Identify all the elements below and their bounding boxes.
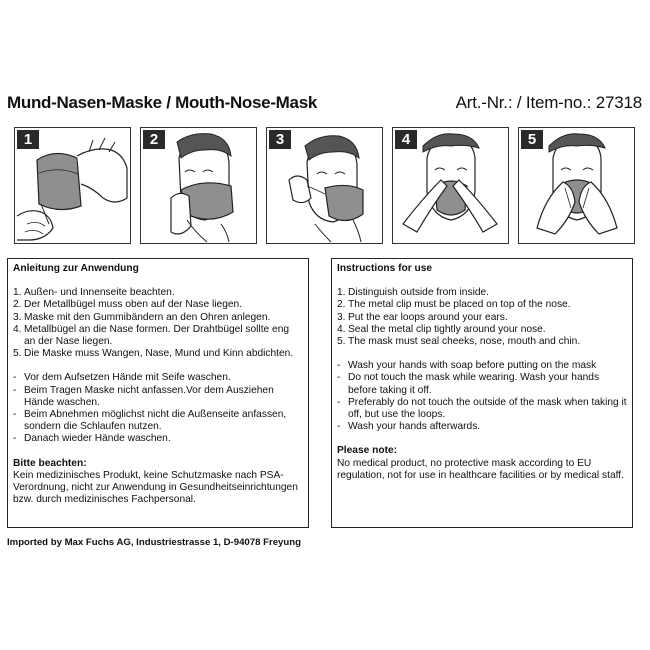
list-item: 2. Der Metallbügel muss oben auf der Nase liegen. bbox=[13, 299, 243, 311]
numbered-steps bbox=[13, 287, 303, 360]
numbered-steps bbox=[337, 287, 627, 348]
step-number: 3 bbox=[269, 130, 291, 149]
importer-address: Imported by Max Fuchs AG, Industriestrasse 1, D-94078 Freyung bbox=[7, 537, 301, 548]
hygiene-bullets bbox=[337, 360, 627, 433]
step-number: 5 bbox=[521, 130, 543, 149]
step-4 bbox=[392, 127, 509, 244]
list-item: - Wash your hands afterwards. bbox=[337, 421, 481, 433]
instructions-german bbox=[7, 258, 309, 528]
list-item: 5. The mask must seal cheeks, nose, mouth and chin. bbox=[337, 336, 581, 348]
step-number: 4 bbox=[395, 130, 417, 149]
hygiene-bullets bbox=[13, 372, 303, 445]
list-item: 3. Put the ear loops around your ears. bbox=[337, 311, 508, 323]
list-item: - Do not touch the mask while wearing. Wash your hands before taking it off. bbox=[337, 372, 600, 396]
panel-heading: Instructions for use bbox=[337, 263, 433, 274]
list-item: 4. Seal the metal clip tightly around your nose. bbox=[337, 323, 546, 335]
step-number: 1 bbox=[17, 130, 39, 149]
list-item: - Vor dem Aufsetzen Hände mit Seife waschen. bbox=[13, 372, 231, 384]
list-item: - Beim Abnehmen möglichst nicht die Außenseite anfassen, sondern die Schlaufen nutzen. bbox=[13, 409, 287, 433]
step-illustrations bbox=[14, 127, 634, 244]
list-item: - Wash your hands with soap before putting on the mask bbox=[337, 360, 597, 372]
note-text: Kein medizinisches Produkt, keine Schutzmaske nach PSA-Verordnung, nicht zur Anwendung in Gesundheitseinrichtungen bzw. durch medizinisches Fachpersonal. bbox=[13, 469, 298, 506]
list-item: - Danach wieder Hände waschen. bbox=[13, 433, 171, 445]
note-heading: Please note: bbox=[337, 445, 398, 457]
list-item: 5. Die Maske muss Wangen, Nase, Mund und Kinn abdichten. bbox=[13, 348, 294, 360]
step-5 bbox=[518, 127, 635, 244]
list-item: - Preferably do not touch the outside of the mask when taking it off, but use the loops. bbox=[337, 396, 627, 421]
item-number: Art.-Nr.: / Item-no.: 27318 bbox=[455, 93, 642, 112]
step-1 bbox=[14, 127, 131, 244]
step-number: 2 bbox=[143, 130, 165, 149]
step-3 bbox=[266, 127, 383, 244]
list-item: 2. The metal clip must be placed on top of the nose. bbox=[337, 299, 571, 311]
list-item: - Beim Tragen Maske nicht anfassen.Vor dem Ausziehen Hände waschen. bbox=[13, 384, 274, 408]
note-text: No medical product, no protective mask according to EU regulation, not for use in healthcare facilities or by medical staff. bbox=[337, 457, 624, 481]
panel-heading: Anleitung zur Anwendung bbox=[13, 263, 139, 274]
list-item: 1. Distinguish outside from inside. bbox=[337, 287, 489, 299]
list-item: 4. Metallbügel an die Nase formen. Der Drahtbügel sollte eng an der Nase liegen. bbox=[13, 323, 290, 348]
note-heading: Bitte beachten: bbox=[13, 457, 87, 469]
list-item: 3. Maske mit den Gummibändern an den Ohren anlegen. bbox=[13, 311, 271, 323]
step-2 bbox=[140, 127, 257, 244]
list-item: 1. Außen- und Innenseite beachten. bbox=[13, 287, 175, 299]
page-title: Mund-Nasen-Maske / Mouth-Nose-Mask bbox=[7, 93, 318, 112]
instructions-english bbox=[331, 258, 633, 528]
